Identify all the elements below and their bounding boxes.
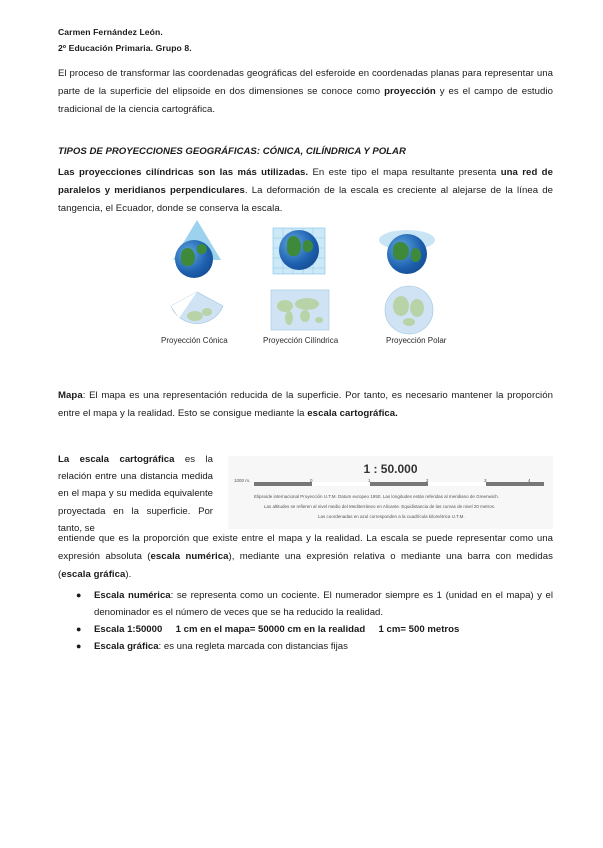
scale-title: 1 : 50.000: [363, 462, 418, 476]
mapa-text: : El mapa es una representación reducida de la superficie. Por tanto, es necesario mantener la proporción entre el mapa y la realidad. Esto se consigue mediante la: [58, 390, 553, 419]
bullet-icon: ●: [76, 624, 82, 634]
mapa-bold-end: escala cartográfica.: [307, 408, 398, 419]
escala-cont-paragraph: [58, 530, 553, 584]
scale-bar-figure: [228, 456, 553, 529]
cilindricas-bold-mid: una red de paralelos y meridianos perpendiculares: [58, 167, 553, 196]
tipos-heading: TIPOS DE PROYECCIONES GEOGRÁFICAS: CÓNICA, CILÍNDRICA Y POLAR: [58, 146, 406, 157]
conic-globe: [175, 240, 213, 278]
scale-bar: [254, 482, 544, 486]
intro-paragraph: [58, 65, 553, 119]
escala-intro-text: es la relación entre una distancia medida en el mapa y su medida equivalente proyectada en la superficie. Por tanto, se: [58, 454, 214, 534]
scale-tick: 1000 m.: [234, 478, 251, 483]
scale-tick: 3: [484, 478, 487, 483]
escala-cont-mid: ), mediante una expresión relativa o mediante una barra con medidas (: [58, 551, 553, 580]
escala-cont-before: entiende que es la proporción que existe entre el mapa y la realidad. La escala se puede representar como una expresión absoluta (: [58, 533, 553, 562]
bullet-bold: Escala 1:50000 1 cm en el mapa= 50000 cm en la realidad 1 cm= 500 metros: [94, 624, 460, 635]
scale-tick: 2: [426, 478, 429, 483]
polar-globe: [387, 234, 427, 274]
label-cylindrical: Proyección Cilíndrica: [263, 336, 339, 345]
bullet-text: : es una regleta marcada con distancias fijas: [158, 641, 348, 652]
author-group: 2º Educación Primaria. Grupo 8.: [58, 43, 192, 53]
author-name: Carmen Fernández León.: [58, 27, 163, 37]
cilindricas-paragraph: [58, 164, 553, 218]
bullet-icon: ●: [76, 641, 82, 651]
intro-text-before: El proceso de transformar las coordenadas geográficas del esferoide en coordenadas planas para representar una parte de la superficie del elipsoide en dos dimensiones se conoce como: [58, 68, 553, 97]
cilindricas-mid: En este tipo el mapa resultante presenta: [308, 167, 501, 178]
polar-flat-map: [383, 284, 435, 336]
list-item: [58, 638, 553, 655]
scale-caption: Elipsoide internacional Proyección U.T.M. Datum europeo 1950. Las longitudes están referidas al meridiano de Greenwich.: [254, 494, 499, 499]
mapa-lead: Mapa: [58, 390, 83, 401]
label-polar: Proyección Polar: [386, 336, 447, 345]
scale-types-list: [58, 587, 553, 655]
cilindricas-lead: Las proyecciones cilíndricas son las más utilizadas.: [58, 167, 309, 178]
mapa-paragraph: [58, 387, 553, 423]
escala-cont-bold-2: escala gráfica: [61, 569, 126, 580]
cilindricas-after: . La deformación de la escala es creciente al alejarse de la línea de tangencia, el Ecuador, donde se conserva la escala.: [58, 185, 553, 214]
scale-tick: 0: [310, 478, 313, 483]
escala-cont-after: ).: [125, 569, 132, 580]
bullet-bold: Escala gráfica: [94, 641, 159, 652]
bullet-icon: ●: [76, 590, 82, 600]
intro-text-after: y es el campo de estudio tradicional de la ciencia cartográfica.: [58, 86, 553, 115]
scale-tick: 1: [368, 478, 371, 483]
cylindrical-flat-map: [269, 288, 331, 332]
scale-caption: Las coordenadas en azul corresponden a la cuadrícula kilométrica U.T.M.: [318, 514, 465, 519]
conic-flat-map: [167, 286, 227, 336]
list-item: [58, 587, 553, 621]
bullet-text: : se representa como un cociente. El numerador siempre es 1 (unidad en el mapa) y el denominador es el número de veces que se ha reducido la realidad.: [94, 590, 553, 618]
bullet-bold: Escala numérica: [94, 590, 171, 601]
projections-figure: [155, 220, 455, 350]
escala-lead: La escala cartográfica: [58, 454, 175, 465]
escala-cont-bold-1: escala numérica: [150, 551, 229, 562]
scale-tick: 4: [528, 478, 531, 483]
cylindrical-globe: [279, 230, 319, 270]
label-conic: Proyección Cónica: [161, 336, 228, 345]
intro-bold-term: proyección: [384, 86, 436, 97]
escala-intro-paragraph: [58, 451, 213, 537]
list-item: [58, 621, 553, 638]
scale-caption: Las altitudes se refieren al nivel medio del Mediterráneo en Alicante. Equidistancia de las curvas de nivel 20 metros.: [264, 504, 496, 509]
